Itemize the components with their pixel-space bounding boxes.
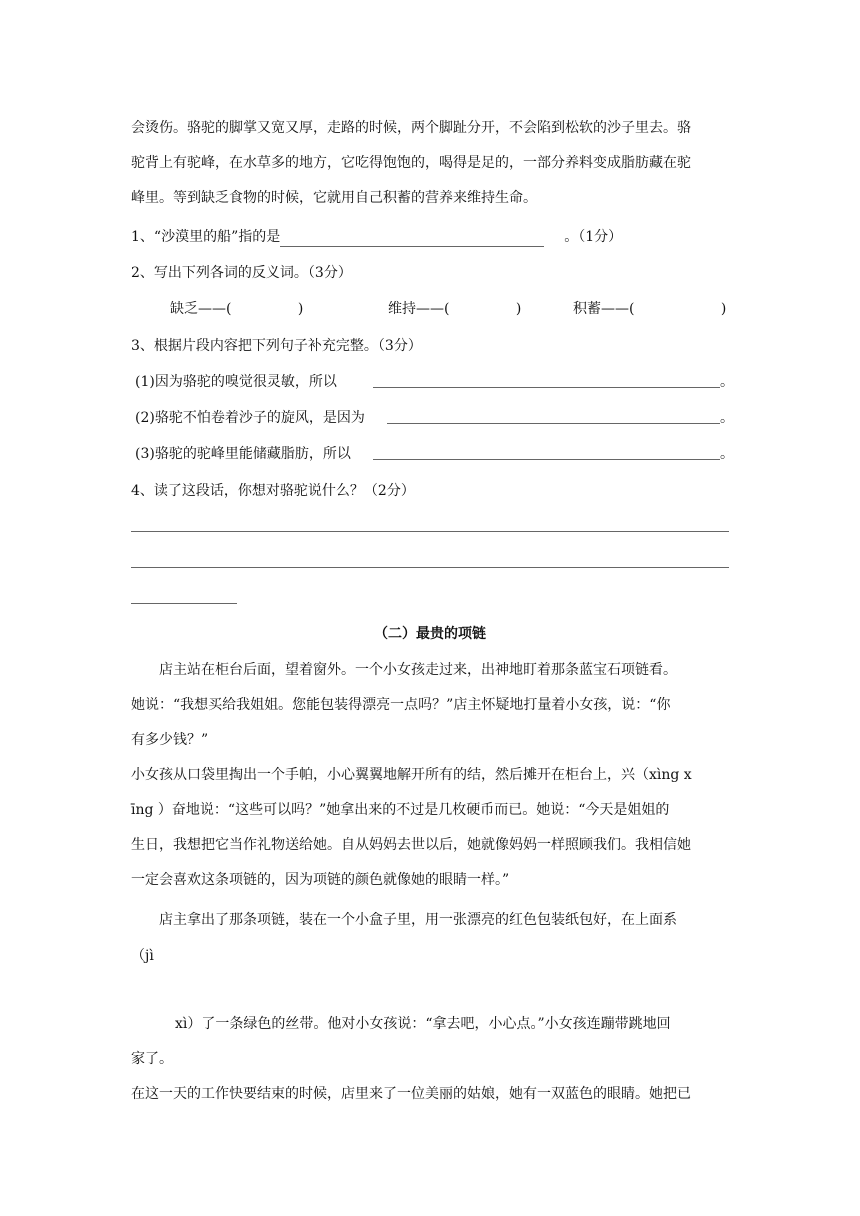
answer-line[interactable] (131, 531, 729, 532)
period: 。 (720, 374, 734, 390)
question-3-1: (1)因为骆驼的嗅觉很灵敏，所以 (135, 374, 337, 390)
story-line: 店主站在柜台后面，望着窗外。一个小女孩走过来，出神地盯着那条蓝宝石项链看。 (159, 662, 677, 678)
passage-line: 驼背上有驼峰，在水草多的地方，它吃得饱饱的，喝得是足的，一部分养料变成脂肪藏在驼 (131, 155, 691, 171)
question-4: 4、读了这段话，你想对骆驼说什么？（2分） (131, 483, 415, 499)
question-3-3: (3)骆驼的驼峰里能储藏脂肪，所以 (135, 446, 351, 462)
period: 。 (720, 446, 734, 462)
question-1 (131, 227, 731, 247)
antonym-word: 积蓄——( (573, 301, 635, 317)
story-line: xì）了一条绿色的丝带。他对小女孩说：“拿去吧，小心点。”小女孩连蹦带跳地回 (175, 1016, 671, 1032)
passage-line: 峰里。等到缺乏食物的时候，它就用自己积蓄的营养来维持生命。 (131, 190, 537, 206)
answer-blank[interactable] (387, 423, 720, 424)
story-line: 在这一天的工作快要结束的时候，店里来了一位美丽的姑娘，她有一双蓝色的眼睛。她把已 (131, 1086, 691, 1102)
story-line: īng ）奋地说：“这些可以吗？”她拿出来的不过是几枚硬币而已。她说：“今天是姐姐的 (131, 802, 670, 818)
answer-blank[interactable] (373, 459, 720, 460)
question-1-score: 。（1分） (564, 229, 623, 245)
antonym-word: 维持——( (388, 301, 450, 317)
bracket-close: ) (297, 301, 304, 317)
story-line: 她说：“我想买给我姐姐。您能包装得漂亮一点吗？”店主怀疑地打量着小女孩，说：“你 (131, 697, 671, 713)
antonym-word: 缺乏——( (170, 301, 232, 317)
story-line: 店主拿出了那条项链，装在一个小盒子里，用一张漂亮的红色包装纸包好，在上面系 (159, 912, 677, 928)
bracket-close: ) (720, 301, 727, 317)
answer-blank[interactable] (280, 232, 544, 247)
section-title: （二）最贵的项链 (374, 626, 486, 642)
story-line: （jì (131, 948, 154, 964)
antonym-row (573, 299, 753, 319)
antonym-row (388, 299, 588, 319)
passage-line: 会烫伤。骆驼的脚掌又宽又厚，走路的时候，两个脚趾分开，不会陷到松软的沙子里去。骆 (131, 120, 691, 136)
bracket-close: ) (515, 301, 522, 317)
question-3-2: (2)骆驼不怕卷着沙子的旋风，是因为 (135, 410, 365, 426)
question-3: 3、根据片段内容把下列句子补充完整。（3分） (131, 338, 422, 354)
story-line: 生日，我想把它当作礼物送给她。自从妈妈去世以后，她就像妈妈一样照顾我们。我相信她 (131, 837, 691, 853)
question-2: 2、写出下列各词的反义词。（3分） (131, 265, 352, 281)
story-line: 小女孩从口袋里掏出一个手帕，小心翼翼地解开所有的结，然后摊开在柜台上，兴（xìng x (131, 767, 692, 783)
answer-line[interactable] (131, 603, 237, 604)
answer-blank[interactable] (373, 387, 720, 388)
story-line: 家了。 (131, 1051, 173, 1067)
story-line: 有多少钱？” (131, 732, 209, 748)
answer-line[interactable] (131, 567, 729, 568)
story-line: 一定会喜欢这条项链的，因为项链的颜色就像她的眼睛一样。” (131, 872, 510, 888)
question-1-text: 1、“沙漠里的船”指的是 (131, 229, 281, 245)
period: 。 (720, 410, 734, 426)
